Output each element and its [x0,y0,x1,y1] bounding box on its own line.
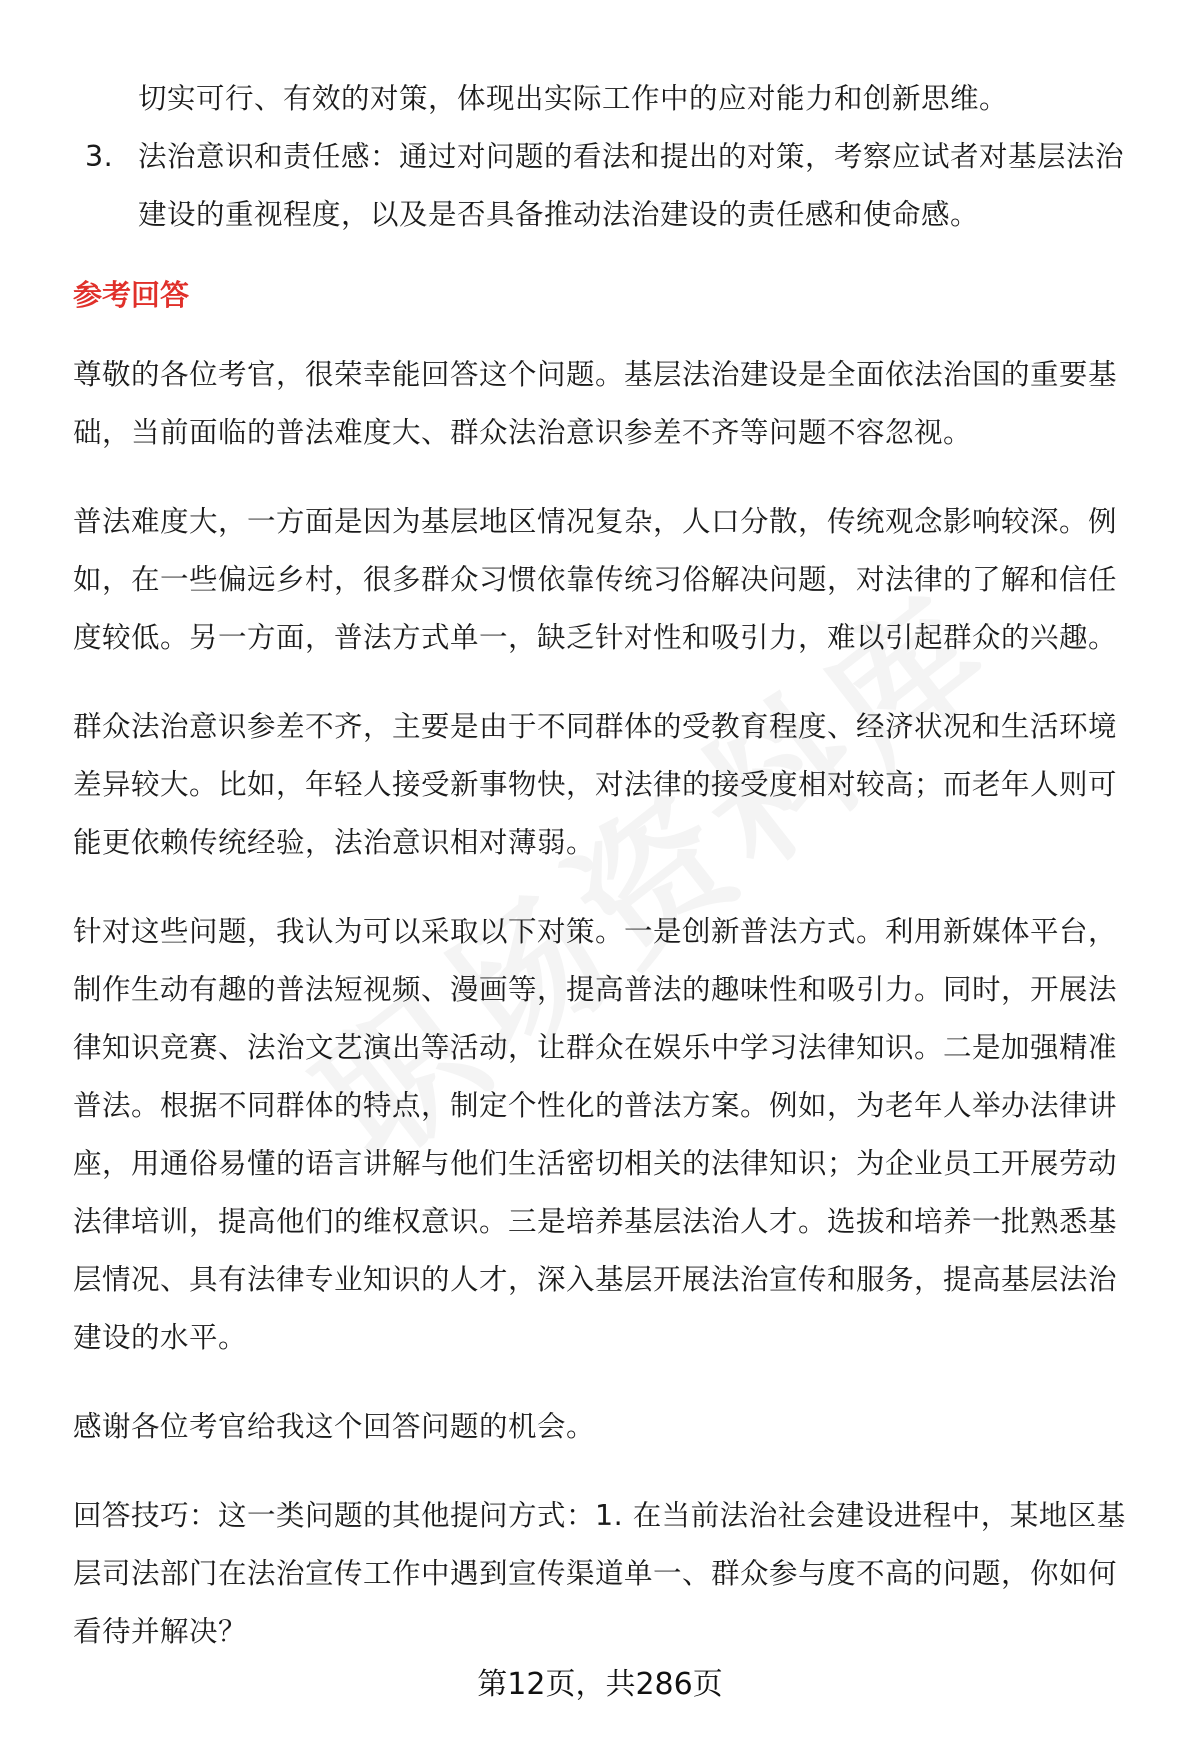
list-line: 建设的重视程度，以及是否具备推动法治建设的责任感和使命感。 [138,198,980,231]
list-line: 法治意识和责任感：通过对问题的看法和提出的对策，考察应试者对基层法治 [138,140,1125,173]
paragraph-line: 础，当前面临的普法难度大、群众法治意识参差不齐等问题不容忽视。 [73,416,973,449]
paragraph-line: 普法。根据不同群体的特点，制定个性化的普法方案。例如，为老年人举办法律讲 [73,1089,1118,1122]
paragraph-line: 建设的水平。 [73,1321,248,1354]
paragraph-line: 如，在一些偏远乡村，很多群众习惯依靠传统习俗解决问题，对法律的了解和信任 [73,563,1118,596]
paragraph-line: 看待并解决？ [73,1615,248,1648]
paragraph [73,493,1153,667]
paragraph [73,903,1153,1367]
paragraph-line: 群众法治意识参差不齐，主要是由于不同群体的受教育程度、经济状况和生活环境 [73,710,1118,743]
paragraph [73,1398,1153,1456]
section-title: 参考回答 [73,278,190,312]
list-item-3 [73,128,1153,244]
paragraph-line: 差异较大。比如，年轻人接受新事物快，对法律的接受度相对较高；而老年人则可 [73,768,1118,801]
list-number: 3. [85,140,114,173]
paragraph [73,1487,1153,1661]
paragraph [73,346,1153,462]
list-item-text [128,128,1153,244]
paragraph-line: 层司法部门在法治宣传工作中遇到宣传渠道单一、群众参与度不高的问题，你如何 [73,1557,1118,1590]
paragraph-line: 感谢各位考官给我这个回答问题的机会。 [73,1410,596,1443]
paragraph-line: 度较低。另一方面，普法方式单一，缺乏针对性和吸引力，难以引起群众的兴趣。 [73,621,1118,654]
list-continuation: 切实可行、有效的对策，体现出实际工作中的应对能力和创新思维。 [138,82,1009,115]
paragraph-line: 律知识竞赛、法治文艺演出等活动，让群众在娱乐中学习法律知识。二是加强精准 [73,1031,1118,1064]
paragraph-line: 回答技巧：这一类问题的其他提问方式：1. 在当前法治社会建设进程中，某地区基 [73,1499,1126,1532]
paragraph-line: 层情况、具有法律专业知识的人才，深入基层开展法治宣传和服务，提高基层法治 [73,1263,1118,1296]
paragraph-line: 尊敬的各位考官，很荣幸能回答这个问题。基层法治建设是全面依法治国的重要基 [73,358,1118,391]
page-content [73,70,1153,1692]
page-number: 第12页，共286页 [477,1667,723,1702]
paragraph-line: 针对这些问题，我认为可以采取以下对策。一是创新普法方式。利用新媒体平台， [73,915,1118,948]
paragraph-line: 能更依赖传统经验，法治意识相对薄弱。 [73,826,596,859]
paragraph-line: 法律培训，提高他们的维权意识。三是培养基层法治人才。选拔和培养一批熟悉基 [73,1205,1118,1238]
paragraph-line: 座，用通俗易懂的语言讲解与他们生活密切相关的法律知识；为企业员工开展劳动 [73,1147,1118,1180]
paragraph-line: 普法难度大，一方面是因为基层地区情况复杂，人口分散，传统观念影响较深。例 [73,505,1118,538]
paragraph-line: 制作生动有趣的普法短视频、漫画等，提高普法的趣味性和吸引力。同时，开展法 [73,973,1118,1006]
answer-paragraphs [73,346,1153,1661]
paragraph [73,698,1153,872]
